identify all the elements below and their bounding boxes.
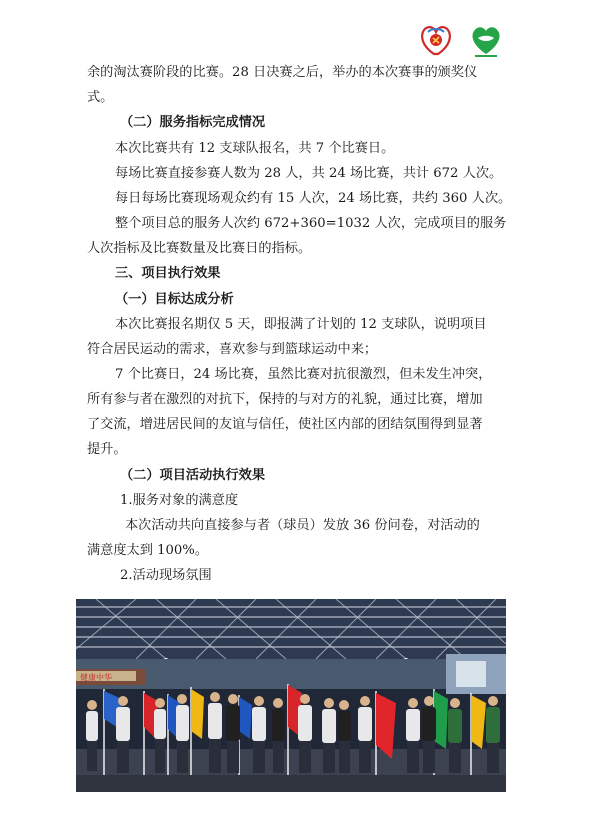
- section-heading: （二）服务指标完成情况: [120, 115, 266, 130]
- green-heart-service-logo: [473, 27, 500, 57]
- paragraph-line: 余的淘汰赛阶段的比赛。28 日决赛之后，举办的本次赛事的颁奖仪: [87, 65, 478, 80]
- event-photo: [76, 599, 506, 792]
- subsection-heading: 2.活动现场氛围: [120, 568, 212, 583]
- section-heading: （二）项目活动执行效果: [120, 468, 266, 483]
- paragraph-line: 符合居民运动的需求，喜欢参与到篮球运动中来；: [87, 342, 378, 357]
- paragraph-line: 每场比赛直接参赛人数为 28 人，共 24 场比赛，共计 672 人次。: [115, 166, 503, 181]
- paragraph-line: 本次比赛共有 12 支球队报名，共 7 个比赛日。: [115, 141, 395, 156]
- banner-text: 健康中华: [80, 673, 112, 682]
- paragraph-line: 7 个比赛日，24 场比赛，虽然比赛对抗很激烈，但未发生冲突，: [115, 367, 492, 382]
- paragraph-line: 本次活动共向直接参与者（球员）发放 36 份问卷，对活动的: [125, 518, 480, 533]
- paragraph-line: 满意度太到 100%。: [87, 543, 209, 558]
- paragraph-line: 本次比赛报名期仅 5 天，即报满了计划的 12 支球队，说明项目: [115, 317, 487, 332]
- subsection-heading: 1.服务对象的满意度: [120, 493, 239, 508]
- section-heading: （一）目标达成分析: [115, 292, 234, 307]
- paragraph-line: 人次指标及比赛数量及比赛日的指标。: [87, 241, 312, 256]
- community-party-logo: [422, 27, 450, 54]
- paragraph-line: 每日每场比赛现场观众约有 15 人次，24 场比赛，共约 360 人次。: [115, 191, 512, 206]
- chapter-heading: 三、项目执行效果: [115, 266, 221, 281]
- paragraph-line: 整个项目总的服务人次约 672+360=1032 人次，完成项目的服务: [115, 216, 507, 231]
- paragraph-line: 了交流，增进居民间的友谊与信任，使社区内部的团结氛围得到显著: [87, 417, 483, 432]
- paragraph-line: 提升。: [87, 442, 127, 457]
- header-logos: [418, 20, 510, 60]
- paragraph-line: 式。: [87, 90, 114, 105]
- event-photo-illustration: [76, 599, 506, 792]
- paragraph-line: 所有参与者在激烈的对抗下，保持的与对方的礼貌，通过比赛，增加: [87, 392, 483, 407]
